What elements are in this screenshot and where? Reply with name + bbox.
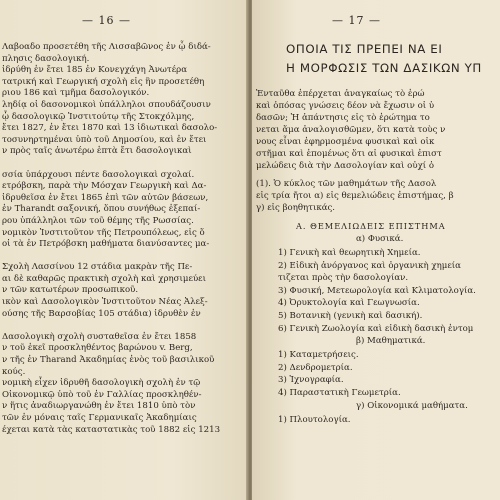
text-line: [2, 158, 220, 170]
subsection-heading-c: γ) Οἰκονομικά μαθήματα.: [356, 400, 468, 411]
text-line: ν τοῦ ἐκεῖ προσκληθέντος βαρώνου v. Berg,: [2, 343, 193, 354]
chapter-title-line-1: ΟΠΟΙΑ ΤΙΣ ΠΡΕΠΕΙ ΝΑ ΕΙ: [286, 42, 443, 56]
text-line: ἱδρυθεῖσα ἐν ἔτει 1865 ἐπὶ τῶν αὐτῶν βάσεων,: [2, 192, 209, 203]
list-item: 2) Εἰδικὴ ἀνόργανος καὶ ὀργανικὴ χημεία: [278, 260, 461, 271]
chapter-title: [286, 40, 482, 78]
text-line: γ) εἰς βοηθητικάς.: [256, 203, 336, 213]
text-line: οἱ τὰ ἐν Πετρόβσκη μαθήματα διανύσαντες μα-: [2, 239, 210, 250]
text-line: αι δὲ καθαρῶς πρακτικὴ σχολὴ καὶ χρησιμεύει: [2, 273, 207, 284]
subsection-heading-b: β) Μαθηματικά.: [356, 336, 426, 347]
text-line: ικὸν καὶ Δασολογικὸν Ἰνστιτοῦτον Νέας Ἀλεξ-: [2, 297, 208, 308]
text-line: κούς.: [2, 366, 26, 377]
text-line: νους εἶναι ἐφηρμοσμένα φυσικαὶ καὶ οἰκ: [256, 137, 435, 147]
list-item: τιζεται πρὸς τὴν δασολογίαν.: [278, 273, 409, 284]
left-page: [0, 0, 248, 500]
text-line: νεται ἅμα ἀναλογισθῶμεν, ὅτι κατὰ τοὺς ν: [256, 125, 446, 135]
text-line: [2, 320, 220, 332]
text-line: ἱδρύθη ἐν ἔτει 185 ἐν Κονεγχάγη Ἀνωτέρα: [2, 65, 187, 76]
text-line: καὶ ὁπόσας γνώσεις δέον νὰ ἔχωσιν οἱ ὑ: [256, 101, 435, 111]
text-line: νομικὴ εἶχεν ἱδρυθῆ δασολογικὴ σχολὴ ἐν τῷ: [2, 378, 201, 389]
list-item: 3) Ἰχνογραφία.: [278, 375, 344, 386]
left-page-text: [2, 42, 220, 436]
list-item: 2) Δενδρομετρία.: [278, 362, 353, 373]
list-item: 4) Ὀρυκτολογία καὶ Γεωγνωσία.: [278, 298, 420, 309]
subsection-heading-a: α) Φυσικά.: [356, 234, 404, 244]
right-page: [252, 0, 500, 500]
right-page-number: — 17 —: [332, 14, 381, 27]
list-item: 3) Φυσική, Μετεωρολογία καὶ Κλιματολογία.: [278, 285, 476, 296]
text-line: ἔτει 1827, ἐν ἔτει 1870 καὶ 13 ἰδιωτικαὶ δασολο-: [2, 123, 218, 134]
section-heading-a: Α. ΘΕΜΕΛΙΩΔΕΙΣ ΕΠΙΣΤΗΜΑ: [296, 221, 446, 231]
text-line: [2, 251, 220, 263]
list-item: 1) Πλουτολογία.: [278, 414, 351, 425]
text-line: ετρόβσκη, παρὰ τὴν Μόσχαν Γεωργικὴ καὶ Δα-: [2, 181, 207, 192]
chapter-title-line-2: Η ΜΟΡΦΩΣΙΣ ΤΩΝ ΔΑΣΙΚΩΝ ΥΠ: [286, 61, 482, 75]
footnote: [256, 178, 476, 214]
text-line: ν πρὸς ταῖς ἀνωτέρω ἑπτὰ ἔτι δασολογικαὶ: [2, 146, 192, 157]
text-line: τῶν ἐν μόναις ταῖς Γερμανικαῖς Ἀκαδημίαις: [2, 413, 197, 423]
text-line: μελώδεις διὰ τὴν Δασολογίαν καὶ οὐχί ὁ: [256, 161, 435, 171]
text-line: ούσης τῆς Βαρσοβίας 105 στάδια) ἱδρυθὲν ἐν: [2, 308, 201, 319]
list-item: 5) Βοτανικὴ (γενικὴ καὶ δασική).: [278, 310, 423, 321]
text-line: ᾧ δασολογικῷ Ἰνστιτούτῳ τῆς Στοκχόλμης,: [2, 111, 195, 122]
text-line: ν τῶν κατωτέρων προσωπικοῦ.: [2, 285, 139, 296]
text-line: δασῶν; Ἡ ἀπάντησις εἰς τὸ ἐρώτημα το: [256, 113, 430, 123]
left-page-number: — 16 —: [82, 14, 131, 27]
text-line: ρου ὑπάλληλοι τῶν τοῦ θέμης τῆς Ρωσσίας.: [2, 215, 194, 226]
text-line: Λαβοαδο προσετέθη τῆς Λισσαβῶνος ἐν ᾧ διδά-: [2, 42, 211, 52]
text-line: (1). Ὁ κύκλος τῶν μαθημάτων τῆς Δασολ: [256, 179, 437, 189]
text-line: Σχολὴ Λασσίνου 12 στάδια μακρὰν τῆς Πε-: [2, 262, 193, 273]
text-line: εἰς τρία ἤτοι α) εἰς θεμελιώδεις ἐπιστήμας, β: [256, 191, 454, 201]
text-line: έχεται κατὰ τὰς καταστατικὰς τοῦ 1882 εἰς 1213: [2, 424, 221, 435]
list-a: [256, 247, 476, 335]
text-line: νομικὸν Ἰνστιτοῦτον τῆς Πετρουπόλεως, εἰς ὅ: [2, 227, 205, 238]
list-b: [256, 349, 476, 399]
text-line: ριου 186 καὶ τμῆμα δασολογικόν.: [2, 88, 150, 99]
list-item: 4) Παραστατικὴ Γεωμετρία.: [278, 387, 401, 398]
intro-paragraph: [256, 88, 476, 172]
text-line: τοσυνηρτημέναι ὑπὸ τοῦ Δημοσίου, καὶ ἐν ἔτει: [2, 134, 207, 145]
list-item: 6) Γενικὴ Ζωολογία καὶ εἰδικὴ δασικὴ ἐντομ: [278, 323, 474, 334]
text-line: Οἰκονομικῷ ὑπὸ τοῦ ἐν Γαλλίας προσκληθέν-: [2, 389, 202, 400]
text-line: Ἐνταῦθα ἐπέρχεται ἀναγκαίως τὸ ἐρώ: [256, 89, 425, 99]
text-line: στῆμαι καὶ ἑπομένως ὅτι αἱ φυσικαὶ ἐπιστ: [256, 149, 442, 159]
list-item: 1) Γενικὴ καὶ θεωρητικὴ Χημεία.: [278, 248, 421, 258]
right-page-body: [256, 88, 476, 426]
text-line: πλησις δασολογική.: [2, 53, 90, 64]
text-line: σσία ὑπάρχουσι πέντε δασολογικαὶ σχολαί.: [2, 169, 195, 180]
text-line: τατρική καὶ Γεωργική σχολὴ εἰς ἣν προσετέθη: [2, 76, 205, 87]
list-item: 1) Καταμετρήσεις.: [278, 350, 359, 361]
text-line: ν ἥτις ἀναδιωργανώθη ἐν ἔτει 1810 ὑπὸ τὸν: [2, 401, 196, 412]
text-line: ληδίᾳ οἱ δασονομικοὶ ὑπάλληλοι σπουδάζουσιν: [2, 99, 211, 110]
text-line: Δασολογικὴ σχολὴ συσταθεῖσα ἐν ἔτει 1858: [2, 331, 197, 342]
list-c: [256, 414, 476, 427]
text-line: ἐν Tharandt σαξονική, ὅπου συνήθως ἐξεπαί-: [2, 204, 201, 215]
text-line: ν τῆς ἐν Tharand Ἀκαδημίας ἑνὸς τοῦ βασιλικοῦ: [2, 355, 215, 366]
